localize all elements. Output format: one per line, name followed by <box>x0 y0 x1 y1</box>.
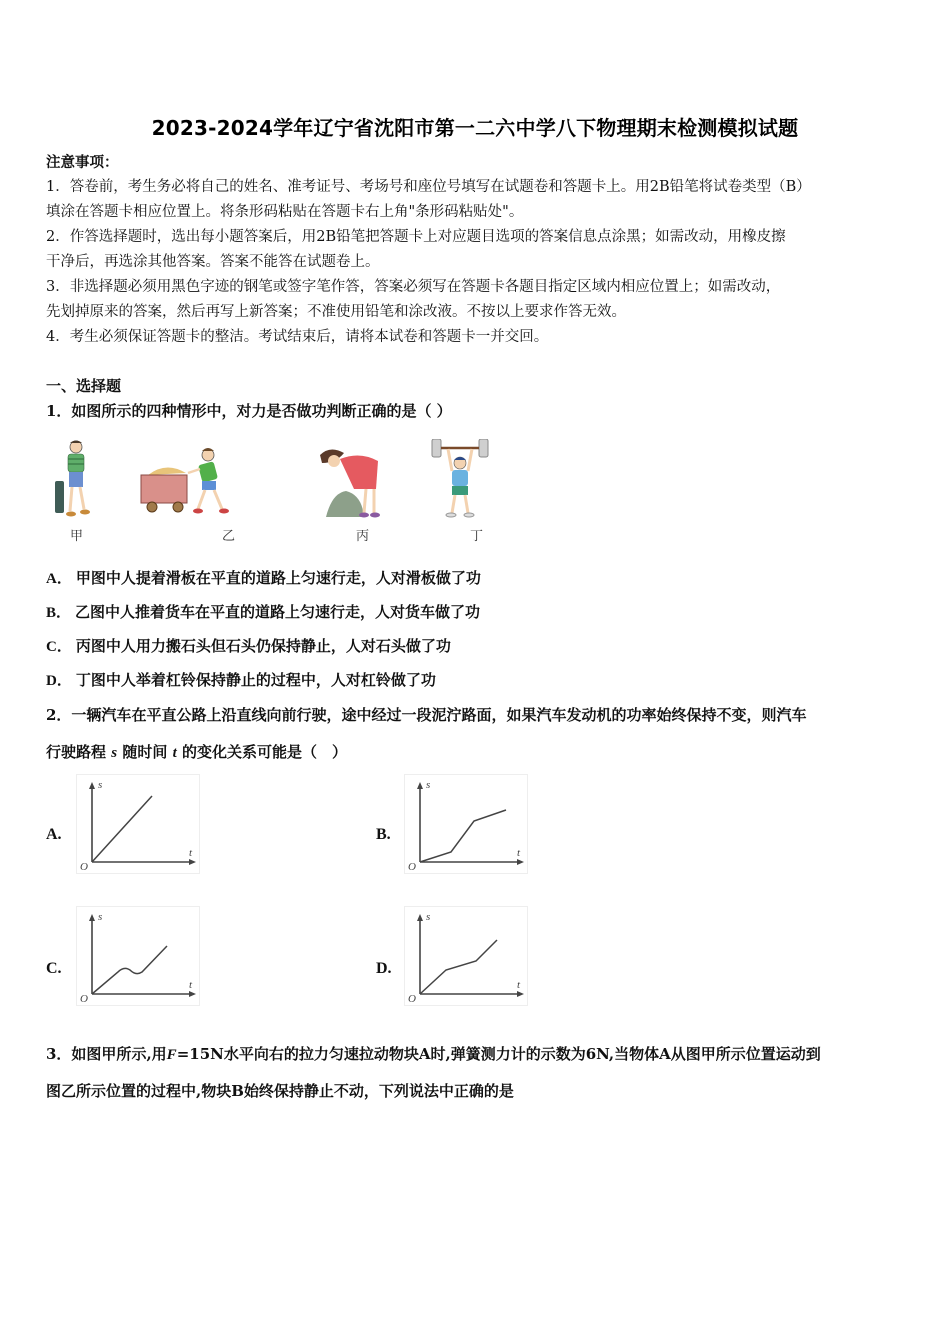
variable-F: F <box>166 1047 177 1063</box>
graph-b-label[interactable]: B. <box>376 826 391 843</box>
boy-holding-barbell-illustration <box>430 439 490 519</box>
figure-caption-bing: 丙 <box>356 529 370 544</box>
graph-c-label[interactable]: C. <box>46 960 62 977</box>
svg-text:O: O <box>408 993 416 1005</box>
section-heading: 一、选择题 <box>46 377 122 395</box>
graph-d-label[interactable]: D. <box>376 960 392 977</box>
axis-label-s: s <box>98 779 103 791</box>
notice-line: 4．考生必须保证答题卡的整洁。考试结束后，请将本试卷和答题卡一并交回。 <box>46 329 549 345</box>
stem-text: 3．如图甲所示,用 <box>46 1045 167 1063</box>
stem-text: 行驶路程 <box>46 743 107 761</box>
notice-line: 先划掉原来的答案，然后再写上新答案；不准使用铅笔和涂改液。不按以上要求作答无效。 <box>46 304 626 320</box>
question-3-stem-line2: 图乙所示位置的过程中,物块B始终保持静止不动，下列说法中正确的是 <box>46 1082 514 1100</box>
option-label: D． <box>46 673 72 689</box>
svg-text:s: s <box>426 779 431 791</box>
document-title: 2023-2024学年辽宁省沈阳市第一二六中学八下物理期末检测模拟试题 <box>151 116 799 140</box>
graph-b-s-t-piecewise <box>404 774 528 874</box>
graph-c-s-t-wavy <box>76 906 200 1006</box>
stem-text: 随时间 <box>122 743 168 761</box>
figure-caption-ding: 丁 <box>470 529 484 544</box>
variable-t: t <box>172 745 177 761</box>
question-1-option-b[interactable] <box>46 602 480 623</box>
variable-s: s <box>111 745 118 761</box>
svg-text:t: t <box>189 979 193 991</box>
woman-lifting-rock-illustration <box>316 447 386 519</box>
question-1-option-d[interactable] <box>46 670 436 691</box>
svg-text:s: s <box>426 911 431 923</box>
option-text: 乙图中人推着货车在平直的道路上匀速行走，人对货车做了功 <box>75 603 481 621</box>
notice-heading: 注意事项： <box>46 154 119 171</box>
stem-text: 的变化关系可能是（ ） <box>181 743 347 761</box>
option-label: C． <box>46 639 72 655</box>
notice-line: 干净后，再选涂其他答案。答案不能答在试题卷上。 <box>46 254 380 270</box>
question-2-stem-line1: 2．一辆汽车在平直公路上沿直线向前行驶，途中经过一段泥泞路面，如果汽车发动机的功率始终保持不变，则汽车 <box>46 706 807 724</box>
graph-d-s-t-piecewise <box>404 906 528 1006</box>
option-text: 丁图中人举着杠铃保持静止的过程中，人对杠铃做了功 <box>75 671 436 689</box>
svg-text:s: s <box>98 911 103 923</box>
question-1-stem: 1．如图所示的四种情形中，对力是否做功判断正确的是（ ） <box>46 402 452 420</box>
axis-label-t: t <box>189 847 193 859</box>
figure-caption-jia: 甲 <box>70 529 84 544</box>
notice-line: 2．作答选择题时，选出每小题答案后，用2B铅笔把答题卡上对应题目选项的答案信息点涂黑；如需改动，用橡皮擦 <box>46 229 786 245</box>
origin-label: O <box>80 861 88 873</box>
notice-section <box>46 150 912 350</box>
question-1-option-a[interactable] <box>46 568 481 589</box>
svg-text:t: t <box>517 979 521 991</box>
stem-text: =15N水平向右的拉力匀速拉动物块A时,弹簧测力计的示数为6N,当物体A从图甲所示位置运动到 <box>176 1045 821 1063</box>
option-text: 甲图中人提着滑板在平直的道路上匀速行走，人对滑板做了功 <box>75 569 481 587</box>
svg-text:O: O <box>80 993 88 1005</box>
svg-text:t: t <box>517 847 521 859</box>
graph-a-s-t-linear <box>76 774 200 874</box>
notice-line: 填涂在答题卡相应位置上。将条形码粘贴在答题卡右上角"条形码粘贴处"。 <box>46 204 524 220</box>
boy-carrying-skateboard-illustration <box>54 437 94 522</box>
option-label: B． <box>46 605 72 621</box>
graph-a-label[interactable]: A. <box>46 826 62 843</box>
boy-pushing-cart-illustration <box>138 443 248 523</box>
option-label: A． <box>46 571 72 587</box>
notice-line: 3．非选择题必须用黑色字迹的钢笔或签字笔作答，答案必须写在答题卡各题目指定区域内相应位置上；如需改动， <box>46 279 781 295</box>
svg-text:O: O <box>408 861 416 873</box>
question-2-stem-line2 <box>46 742 912 763</box>
option-text: 丙图中人用力搬石头但石头仍保持静止，人对石头做了功 <box>75 637 451 655</box>
question-1-figure <box>46 433 506 543</box>
notice-line: 1．答卷前，考生务必将自己的姓名、准考证号、考场号和座位号填写在试题卷和答题卡上。用2B铅笔将试卷类型（B） <box>46 179 811 195</box>
figure-caption-yi: 乙 <box>222 529 236 544</box>
question-3-stem-line1 <box>46 1044 912 1065</box>
question-1-option-c[interactable] <box>46 636 451 657</box>
